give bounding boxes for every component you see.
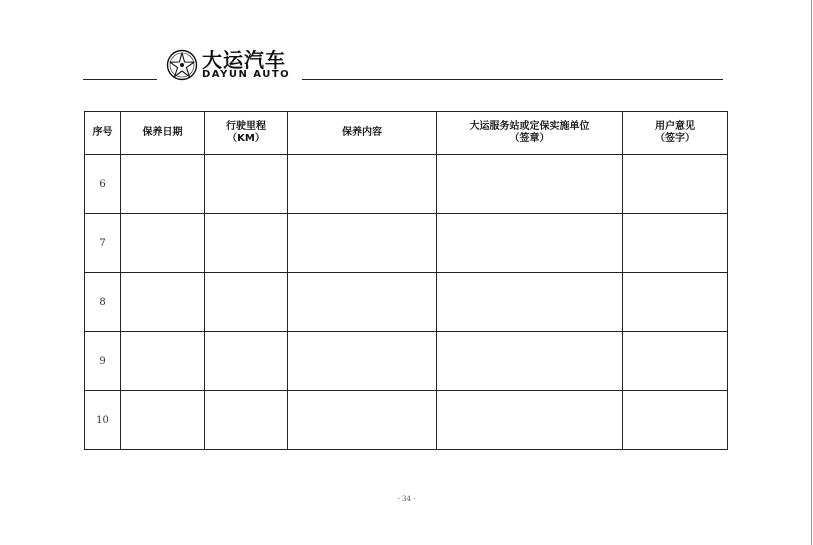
cell-mileage xyxy=(205,391,288,450)
cell-user-signature xyxy=(623,332,728,391)
cell-service-date xyxy=(121,391,205,450)
cell-seq: 7 xyxy=(85,214,121,273)
cell-seq: 8 xyxy=(85,273,121,332)
header-mileage: 行驶里程 （KM） xyxy=(205,112,288,155)
cell-service-content xyxy=(288,332,437,391)
dayun-logo xyxy=(166,49,298,81)
cell-station-stamp xyxy=(437,155,623,214)
cell-seq: 6 xyxy=(85,155,121,214)
cell-user-signature xyxy=(623,391,728,450)
table-row xyxy=(85,332,728,391)
cell-service-date xyxy=(121,273,205,332)
cell-mileage xyxy=(205,214,288,273)
cell-service-content xyxy=(288,273,437,332)
cell-station-stamp xyxy=(437,273,623,332)
cell-service-date xyxy=(121,155,205,214)
cell-seq: 9 xyxy=(85,332,121,391)
header-seq: 序号 xyxy=(85,112,121,155)
table-row xyxy=(85,391,728,450)
cell-station-stamp xyxy=(437,332,623,391)
header-rule-right xyxy=(302,79,723,80)
cell-seq: 10 xyxy=(85,391,121,450)
cell-user-signature xyxy=(623,155,728,214)
logo-chinese-text: 大运汽车 xyxy=(202,48,286,72)
table-row xyxy=(85,273,728,332)
header-service-date: 保养日期 xyxy=(121,112,205,155)
cell-service-content xyxy=(288,155,437,214)
cell-mileage xyxy=(205,273,288,332)
cell-service-content xyxy=(288,214,437,273)
cell-mileage xyxy=(205,155,288,214)
table-row xyxy=(85,155,728,214)
table-row xyxy=(85,214,728,273)
dayun-star-emblem-icon xyxy=(166,49,198,81)
cell-service-date xyxy=(121,214,205,273)
maintenance-record-table xyxy=(84,111,728,450)
header-service-content: 保养内容 xyxy=(288,112,437,155)
page-edge-line xyxy=(811,0,812,545)
logo-english-text: DAYUN AUTO xyxy=(202,69,291,80)
cell-user-signature xyxy=(623,214,728,273)
cell-mileage xyxy=(205,332,288,391)
header-user-comments-signature: 用户意见 （签字） xyxy=(623,112,728,155)
header-rule-left xyxy=(83,79,157,80)
cell-user-signature xyxy=(623,273,728,332)
cell-service-content xyxy=(288,391,437,450)
cell-station-stamp xyxy=(437,391,623,450)
table-header-row xyxy=(85,112,728,155)
cell-service-date xyxy=(121,332,205,391)
cell-station-stamp xyxy=(437,214,623,273)
header-service-station-stamp: 大运服务站或定保实施单位 （签章） xyxy=(437,112,623,155)
page-number: - 34 - xyxy=(397,495,416,503)
